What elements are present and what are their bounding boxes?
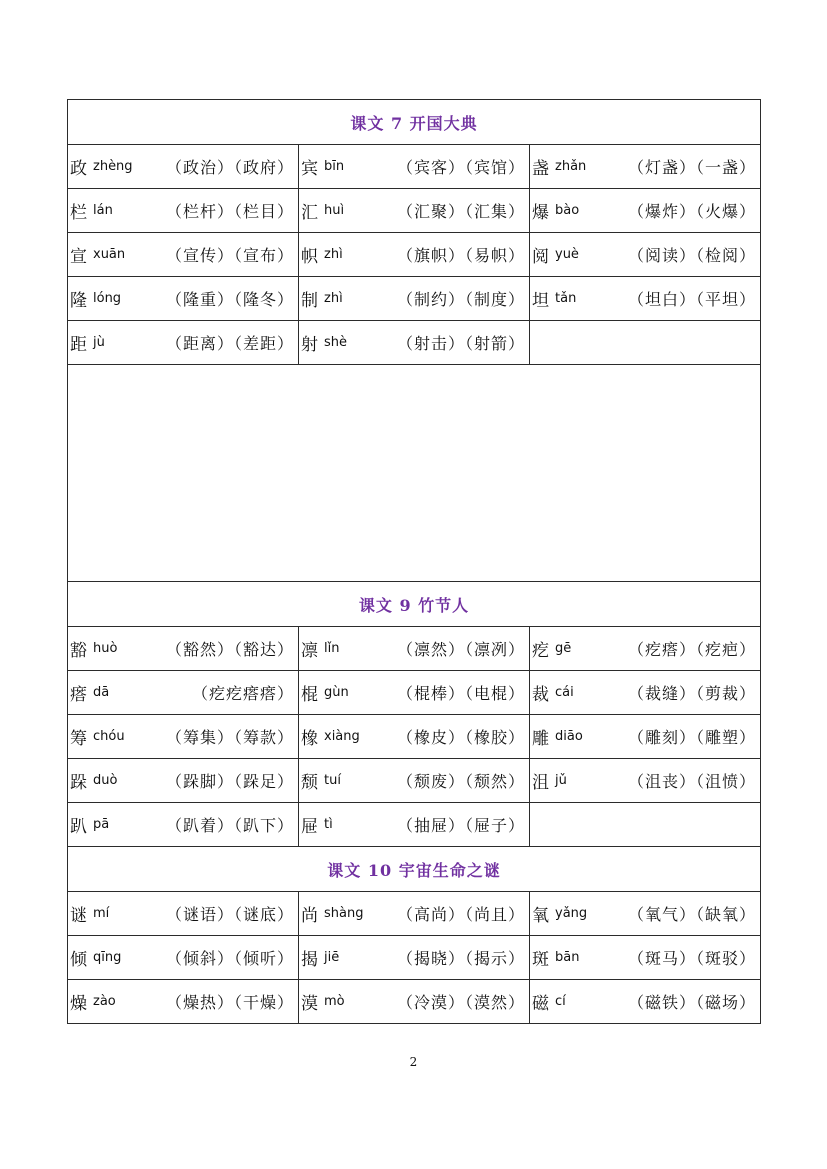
vocab-entry [68,233,298,276]
character: 雕 [532,729,549,749]
character: 射 [301,335,318,355]
pinyin: huò [93,641,118,656]
vocab-entry [299,715,529,758]
empty-cell [530,803,761,847]
example-words: （凛然）（凛冽） [396,640,525,659]
example-words: （豁然）（豁达） [165,640,294,659]
vocab-entry [68,189,298,232]
vocab-entry [299,321,529,364]
character: 氧 [532,906,549,926]
example-words: （燥热）（干燥） [165,993,294,1012]
vocab-cell [299,671,530,715]
pinyin: zhì [324,247,343,262]
character: 隆 [70,291,87,311]
vocab-cell [530,145,761,189]
pinyin: pā [93,817,110,832]
table-row [68,715,761,759]
vocab-entry [299,671,529,714]
vocab-cell [299,936,530,980]
character: 制 [301,291,318,311]
pinyin: zào [93,994,116,1009]
character: 棍 [301,685,318,705]
example-words: （棍棒）（电棍） [396,684,525,703]
vocab-cell [68,936,299,980]
pinyin: tì [324,817,333,832]
example-words: （疙疙瘩瘩） [191,684,294,703]
vocab-entry [299,233,529,276]
character: 栏 [70,203,87,223]
vocab-cell [530,715,761,759]
pinyin: zhì [324,291,343,306]
vocab-cell [68,803,299,847]
pinyin: mí [93,906,110,921]
example-words: （氧气）（缺氧） [628,905,757,924]
character: 筹 [70,729,87,749]
example-words: （旗帜）（易帜） [396,246,525,265]
table-row [68,145,761,189]
vocab-entry [530,715,760,758]
pinyin: chóu [93,729,125,744]
vocab-entry [68,892,298,935]
character: 裁 [532,685,549,705]
vocabulary-table [67,99,761,1024]
character: 距 [70,335,87,355]
vocab-entry [299,189,529,232]
vocab-cell [68,189,299,233]
example-words: （宾客）（宾馆） [396,158,525,177]
character: 爆 [532,203,549,223]
vocab-entry [299,145,529,188]
vocab-cell [68,145,299,189]
vocab-cell [530,189,761,233]
pinyin: cí [555,994,566,1009]
example-words: （橡皮）（橡胶） [396,728,525,747]
vocab-entry [299,892,529,935]
vocab-cell [299,627,530,671]
character: 尚 [301,906,318,926]
table-row [68,980,761,1024]
vocab-cell [299,321,530,365]
pinyin: duò [93,773,118,788]
example-words: （倾斜）（倾听） [165,949,294,968]
pinyin: zhǎn [555,159,587,174]
example-words: （揭晓）（揭示） [396,949,525,968]
pinyin: qīng [93,950,122,965]
pinyin: xuān [93,247,126,262]
example-words: （射击）（射箭） [396,334,525,353]
vocab-entry [68,627,298,670]
character: 帜 [301,247,318,267]
pinyin: diāo [555,729,583,744]
vocab-entry [530,980,760,1023]
vocab-entry [68,936,298,979]
character: 燥 [70,994,87,1014]
vocab-cell [530,936,761,980]
lesson-title-row [68,847,761,892]
table-row [68,803,761,847]
character: 磁 [532,994,549,1014]
example-words: （跺脚）（跺足） [165,772,294,791]
table-row [68,277,761,321]
vocab-cell [299,189,530,233]
pinyin: cái [555,685,574,700]
vocab-cell [68,892,299,936]
vocab-cell [530,892,761,936]
vocab-cell [299,892,530,936]
example-words: （高尚）（尚且） [396,905,525,924]
character: 瘩 [70,685,87,705]
character: 宾 [301,159,318,179]
vocab-cell [530,277,761,321]
example-words: （宣传）（宣布） [165,246,294,265]
example-words: （栏杆）（栏目） [165,202,294,221]
vocab-entry [299,803,529,846]
example-words: （裁缝）（剪裁） [628,684,757,703]
pinyin: shàng [324,906,364,921]
pinyin: shè [324,335,348,350]
table-row [68,233,761,277]
character: 凛 [301,641,318,661]
vocab-cell [68,671,299,715]
pinyin: bào [555,203,580,218]
pinyin: yuè [555,247,579,262]
character: 阅 [532,247,549,267]
vocab-cell [68,759,299,803]
vocab-entry [299,277,529,320]
table-row [68,627,761,671]
example-words: （灯盏）（一盏） [628,158,757,177]
pinyin: gē [555,641,572,656]
character: 宣 [70,247,87,267]
example-words: （隆重）（隆冬） [165,290,294,309]
vocab-cell [68,233,299,277]
vocab-cell [299,233,530,277]
example-words: （抽屉）（屉子） [396,816,525,835]
vocab-entry [68,715,298,758]
vocab-entry [299,759,529,802]
empty-cell [530,321,761,365]
lesson-title: 课文 9 竹节人 [68,582,761,627]
pinyin: jù [93,335,105,350]
vocab-cell [68,321,299,365]
table-row [68,759,761,803]
character: 漠 [301,994,318,1014]
vocab-entry [68,145,298,188]
example-words: （颓废）（颓然） [396,772,525,791]
vocab-cell [530,980,761,1024]
character: 斑 [532,950,549,970]
pinyin: xiàng [324,729,360,744]
vocab-entry [68,277,298,320]
pinyin: tuí [324,773,341,788]
vocab-entry [530,145,760,188]
vocab-entry [530,759,760,802]
vocab-entry [530,892,760,935]
vocab-entry [299,980,529,1023]
table-row [68,671,761,715]
vocab-entry [68,803,298,846]
character: 橡 [301,729,318,749]
blank-space [68,365,761,582]
page-number: 2 [409,1055,418,1069]
pinyin: zhèng [93,159,133,174]
table-row [68,321,761,365]
pinyin: huì [324,203,345,218]
vocab-cell [530,233,761,277]
example-words: （磁铁）（磁场） [628,993,757,1012]
vocab-entry [530,936,760,979]
example-words: （沮丧）（沮愤） [628,772,757,791]
example-words: （政治）（政府） [165,158,294,177]
blank-row [68,365,761,582]
table-row [68,189,761,233]
vocab-cell [299,715,530,759]
vocab-cell [530,671,761,715]
example-words: （冷漠）（漠然） [396,993,525,1012]
lesson-title: 课文 10 宇宙生命之谜 [68,847,761,892]
vocab-cell [299,145,530,189]
character: 政 [70,159,87,179]
pinyin: jǔ [555,773,567,788]
character: 揭 [301,950,318,970]
character: 颓 [301,773,318,793]
pinyin: lán [93,203,113,218]
example-words: （疙瘩）（疙疤） [628,640,757,659]
pinyin: mò [324,994,345,1009]
vocabulary-table-body [68,100,761,1024]
pinyin: jiē [324,950,340,965]
vocab-cell [68,277,299,321]
vocab-entry [68,980,298,1023]
vocab-entry [530,233,760,276]
example-words: （筹集）（筹款） [165,728,294,747]
vocab-entry [530,627,760,670]
character: 豁 [70,641,87,661]
vocab-entry [530,189,760,232]
character: 屉 [301,817,318,837]
character: 倾 [70,950,87,970]
vocab-cell [299,759,530,803]
example-words: （爆炸）（火爆） [628,202,757,221]
character: 疙 [532,641,549,661]
vocab-cell [68,715,299,759]
pinyin: lǐn [324,641,340,656]
example-words: （趴着）（趴下） [165,816,294,835]
character: 汇 [301,203,318,223]
vocab-cell [299,277,530,321]
lesson-title: 课文 7 开国大典 [68,100,761,145]
character: 谜 [70,906,87,926]
vocab-cell [530,759,761,803]
character: 趴 [70,817,87,837]
example-words: （汇聚）（汇集） [396,202,525,221]
lesson-title-row [68,100,761,145]
pinyin: gùn [324,685,349,700]
vocab-entry [68,671,298,714]
vocab-cell [68,980,299,1024]
vocab-entry [299,627,529,670]
lesson-title-row [68,582,761,627]
character: 跺 [70,773,87,793]
vocab-entry [530,277,760,320]
character: 沮 [532,773,549,793]
example-words: （阅读）（检阅） [628,246,757,265]
example-words: （坦白）（平坦） [628,290,757,309]
example-words: （制约）（制度） [396,290,525,309]
vocab-entry [68,321,298,364]
example-words: （斑马）（斑驳） [628,949,757,968]
pinyin: yǎng [555,906,588,921]
pinyin: tǎn [555,291,577,306]
character: 坦 [532,291,549,311]
example-words: （距离）（差距） [165,334,294,353]
vocab-entry [299,936,529,979]
pinyin: bān [555,950,580,965]
example-words: （谜语）（谜底） [165,905,294,924]
character: 盏 [532,159,549,179]
table-row [68,936,761,980]
vocab-cell [299,980,530,1024]
vocab-cell [68,627,299,671]
table-row [68,892,761,936]
example-words: （雕刻）（雕塑） [628,728,757,747]
pinyin: dā [93,685,110,700]
vocab-entry [68,759,298,802]
pinyin: lóng [93,291,122,306]
vocab-cell [530,627,761,671]
pinyin: bīn [324,159,345,174]
vocab-entry [530,671,760,714]
vocab-cell [299,803,530,847]
